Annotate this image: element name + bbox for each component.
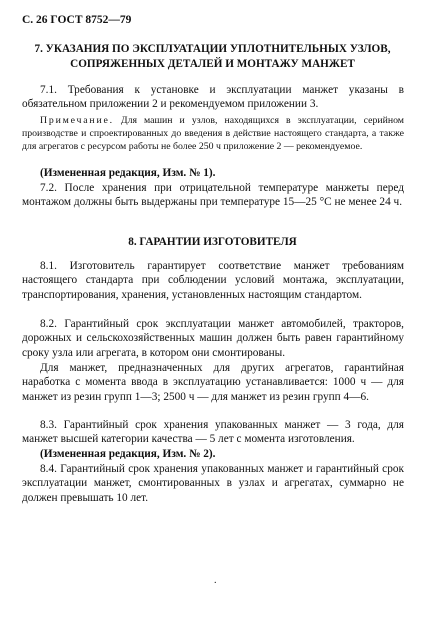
paragraph-8-2: 8.2. Гарантийный срок эксплуатации манжет автомобилей, тракторов, дорожных и сельскохозяйственных машин должен быть равен гарантийному сроку узла или агрегата, в котором они смонтированы. bbox=[22, 318, 404, 359]
footer-mark: . bbox=[214, 575, 217, 586]
note-label: Примечание. bbox=[40, 115, 114, 126]
note-text: Для машин и узлов, находящихся в эксплуатации, серийном производстве и спроектированных до введения в действие настоящего стандарта, а также для агрегатов с ресурсом работы не более 250 ч приложение 2 — рекомендуемое. bbox=[22, 115, 404, 152]
note-paragraph bbox=[22, 115, 404, 153]
section-8-title: 8. ГАРАНТИИ ИЗГОТОВИТЕЛЯ bbox=[128, 236, 297, 248]
amendment-1: (Измененная редакция, Изм. № 1). bbox=[40, 167, 216, 179]
paragraph-8-2-continued: Для манжет, предназначенных для других агрегатов, гарантийная наработка с момента ввода в эксплуатацию устанавливается: 1000 ч — для манжет из резин групп 1—3; 2500 ч — для манжет из резин групп 4—6. bbox=[22, 362, 404, 403]
section-7-title bbox=[20, 42, 405, 72]
paragraph-8-3: 8.3. Гарантийный срок хранения упакованных манжет — 3 года, для манжет высшей категории качества — 5 лет с момента изготовления. bbox=[22, 419, 404, 446]
page-header: С. 26 ГОСТ 8752—79 bbox=[22, 14, 132, 26]
section-7-title-line2: СОПРЯЖЕННЫХ ДЕТАЛЕЙ И МОНТАЖУ МАНЖЕТ bbox=[70, 58, 355, 70]
section-7-title-line1: 7. УКАЗАНИЯ ПО ЭКСПЛУАТАЦИИ УПЛОТНИТЕЛЬНЫХ УЗЛОВ, bbox=[34, 43, 391, 55]
paragraph-7-1: 7.1. Требования к установке и эксплуатации манжет указаны в обязательном приложении 2 и рекомендуемом приложении 3. bbox=[22, 84, 404, 111]
amendment-2: (Измененная редакция, Изм. № 2). bbox=[40, 448, 216, 460]
paragraph-7-2: 7.2. После хранения при отрицательной температуре манжеты перед монтажом должны быть выдержаны при температуре 15—25 °С не менее 24 ч. bbox=[22, 182, 404, 209]
paragraph-8-4: 8.4. Гарантийный срок хранения упакованных манжет и гарантийный срок эксплуатации манжет, смонтированных в узлах и агрегатах, суммарно не должен превышать 10 лет. bbox=[22, 463, 404, 504]
paragraph-8-1: 8.1. Изготовитель гарантирует соответствие манжет требованиям настоящего стандарта при соблюдении условий монтажа, эксплуатации, транспортирования, хранения, установленных настоящим стандартом. bbox=[22, 260, 404, 301]
